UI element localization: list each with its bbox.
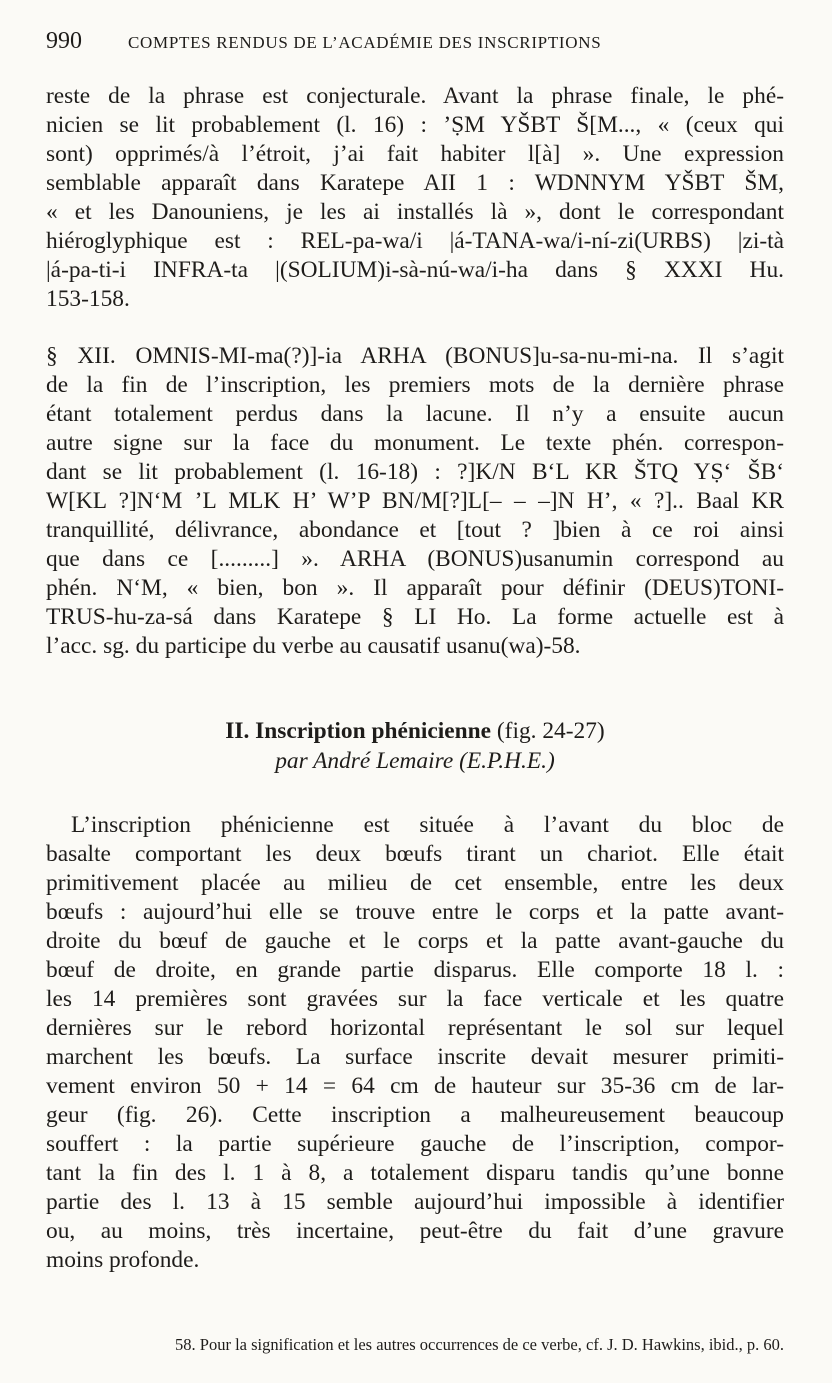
text-line: nicien se lit probablement (l. 16) : ’ṢM YŠBT Š[M..., « (ceux qui: [46, 112, 784, 138]
section-figure-reference: (fig. 24-27): [491, 718, 605, 744]
text-line: primitivement placée au milieu de cet ensemble, entre les deux: [46, 870, 784, 896]
text-line: phén. N‘M, « bien, bon ». Il apparaît pour définir (DEUS)TONI-: [46, 575, 784, 601]
text-line: marchent les bœufs. La surface inscrite devait mesurer primiti-: [46, 1044, 784, 1070]
text-line: vement environ 50 + 14 = 64 cm de hauteur sur 35-36 cm de lar-: [46, 1073, 784, 1099]
text-line: ou, au moins, très incertaine, peut-être du fait d’une gravure: [46, 1218, 784, 1244]
section-heading: [46, 716, 784, 746]
page-number: 990: [46, 28, 82, 54]
text-line: tant la fin des l. 1 à 8, a totalement disparu tandis qu’une bonne: [46, 1160, 784, 1186]
footnote: 58. Pour la signification et les autres occurrences de ce verbe, cf. J. D. Hawkins, ibid., p. 60.: [175, 1335, 784, 1354]
author-byline: par André Lemaire (E.P.H.E.): [275, 748, 555, 774]
paragraph-phoenician-reading: [46, 82, 784, 314]
text-line: partie des l. 13 à 15 semble aujourd’hui impossible à identifier: [46, 1189, 784, 1215]
text-line: dant se lit probablement (l. 16-18) : ?]K/N B‘L KR ŠTQ YṢ‘ ŠB‘: [46, 459, 784, 485]
text-line: hiéroglyphique est : REL-pa-wa/i |á-TANA-wa/i-ní-zi(URBS) |zi-tà: [46, 228, 784, 254]
text-line: droite du bœuf de gauche et le corps et la patte avant-gauche du: [46, 928, 784, 954]
text-line: « et les Danouniens, je les ai installés là », dont le correspondant: [46, 199, 784, 225]
text-line: de la fin de l’inscription, les premiers mots de la dernière phrase: [46, 372, 784, 398]
text-line: tranquillité, délivrance, abondance et [tout ? ]bien à ce roi ainsi: [46, 517, 784, 543]
text-line: souffert : la partie supérieure gauche de l’inscription, compor-: [46, 1131, 784, 1157]
running-title: COMPTES RENDUS DE L’ACADÉMIE DES INSCRIPTIONS: [128, 33, 602, 52]
text-line: basalte comportant les deux bœufs tirant un chariot. Elle était: [46, 841, 784, 867]
text-line: sont) opprimés/à l’étroit, j’ai fait habiter l[à] ». Une expression: [46, 141, 784, 167]
text-line: l’acc. sg. du participe du verbe au causatif usanu(wa)-58.: [46, 633, 581, 659]
text-line: W[KL ?]N‘M ’L MLK H’ W’P BN/M[?]L[– – –]N H’, « ?].. Baal KR: [46, 488, 784, 514]
text-line: 153-158.: [46, 286, 130, 312]
text-line: |á-pa-ti-i INFRA-ta |(SOLIUM)i-sà-nú-wa/i-ha dans § XXXI Hu.: [46, 257, 784, 283]
text-line: § XII. OMNIS-MI-ma(?)]-ia ARHA (BONUS]u-sa-nu-mi-na. Il s’agit: [46, 343, 784, 369]
text-line: bœufs : aujourd’hui elle se trouve entre le corps et la patte avant-: [46, 899, 784, 925]
text-line: TRUS-hu-za-sá dans Karatepe § LI Ho. La forme actuelle est à: [46, 604, 784, 630]
text-line: semblable apparaît dans Karatepe AII 1 : WDNNYM YŠBT ŠM,: [46, 170, 784, 196]
text-line: L’inscription phénicienne est située à l’avant du bloc de: [71, 812, 784, 838]
text-line: autre signe sur la face du monument. Le texte phén. correspon-: [46, 430, 784, 456]
paragraph-inscription-description: [46, 811, 784, 1275]
text-line: que dans ce [.........] ». ARHA (BONUS)usanumin correspond au: [46, 546, 784, 572]
text-line: bœuf de droite, en grande partie disparus. Elle comporte 18 l. :: [46, 957, 784, 983]
text-line: les 14 premières sont gravées sur la face verticale et les quatre: [46, 986, 784, 1012]
section-title: II. Inscription phénicienne: [225, 718, 492, 744]
text-line: geur (fig. 26). Cette inscription a malheureusement beaucoup: [46, 1102, 784, 1128]
page-header: [46, 28, 786, 58]
paragraph-section-xii: [46, 342, 784, 661]
text-line: étant totalement perdus dans la lacune. Il n’y a ensuite aucun: [46, 401, 784, 427]
text-line: moins profonde.: [46, 1247, 200, 1273]
text-line: reste de la phrase est conjecturale. Avant la phrase finale, le phé-: [46, 83, 784, 109]
text-line: dernières sur le rebord horizontal représentant le sol sur lequel: [46, 1015, 784, 1041]
